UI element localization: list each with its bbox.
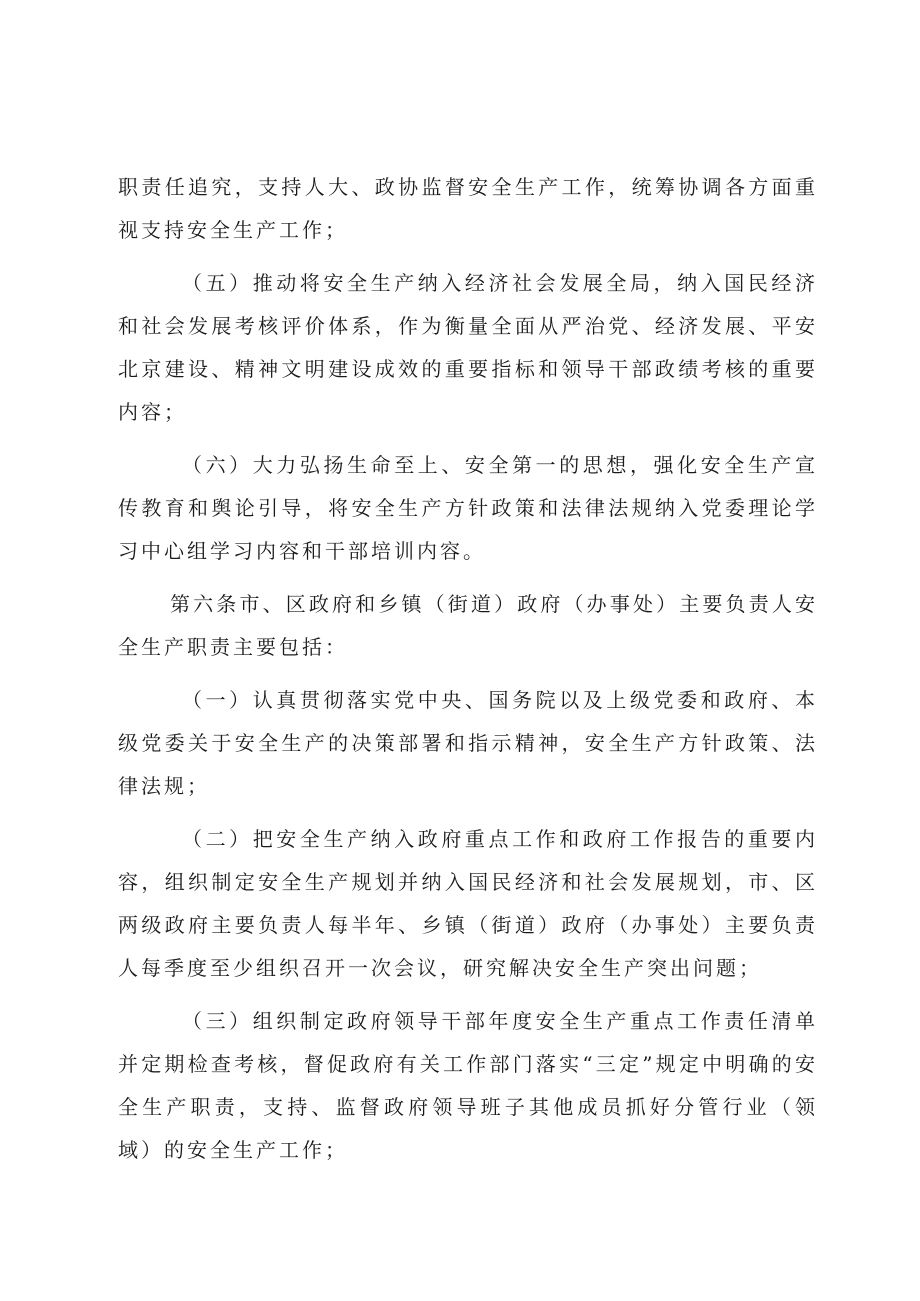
paragraph-item-6: （六）大力弘扬生命至上、安全第一的思想，强化安全生产宣传教育和舆论引导，将安全生产方针政策和法律法规纳入党委理论学习中心组学习内容和干部培训内容。 [118,453,818,563]
paragraph-article-6-item-2: （二）把安全生产纳入政府重点工作和政府工作报告的重要内容，组织制定安全生产规划并纳入国民经济和社会发展规划，市、区两级政府主要负责人每半年、乡镇（街道）政府（办事处）主要负责人每季度至少组织召开一次会议，研究解决安全生产突出问题； [118,827,818,980]
paragraph-article-6: 第六条市、区政府和乡镇（街道）政府（办事处）主要负责人安全生产职责主要包括： [118,592,818,659]
paragraph-article-6-item-1: （一）认真贯彻落实党中央、国务院以及上级党委和政府、本级党委关于安全生产的决策部署和指示精神，安全生产方针政策、法律法规； [118,688,818,798]
paragraph-article-6-item-3: （三）组织制定政府领导干部年度安全生产重点工作责任清单并定期检查考核，督促政府有关工作部门落实“三定”规定中明确的安全生产职责，支持、监督政府领导班子其他成员抓好分管行业（领域）的安全生产工作； [118,1009,818,1162]
document-body [118,166,818,1172]
paragraph-item-5: （五）推动将安全生产纳入经济社会发展全局，纳入国民经济和社会发展考核评价体系，作为衡量全面从严治党、经济发展、平安北京建设、精神文明建设成效的重要指标和领导干部政绩考核的重要内容； [118,271,818,424]
paragraph-continuation: 职责任追究，支持人大、政协监督安全生产工作，统筹协调各方面重视支持安全生产工作； [118,175,818,242]
